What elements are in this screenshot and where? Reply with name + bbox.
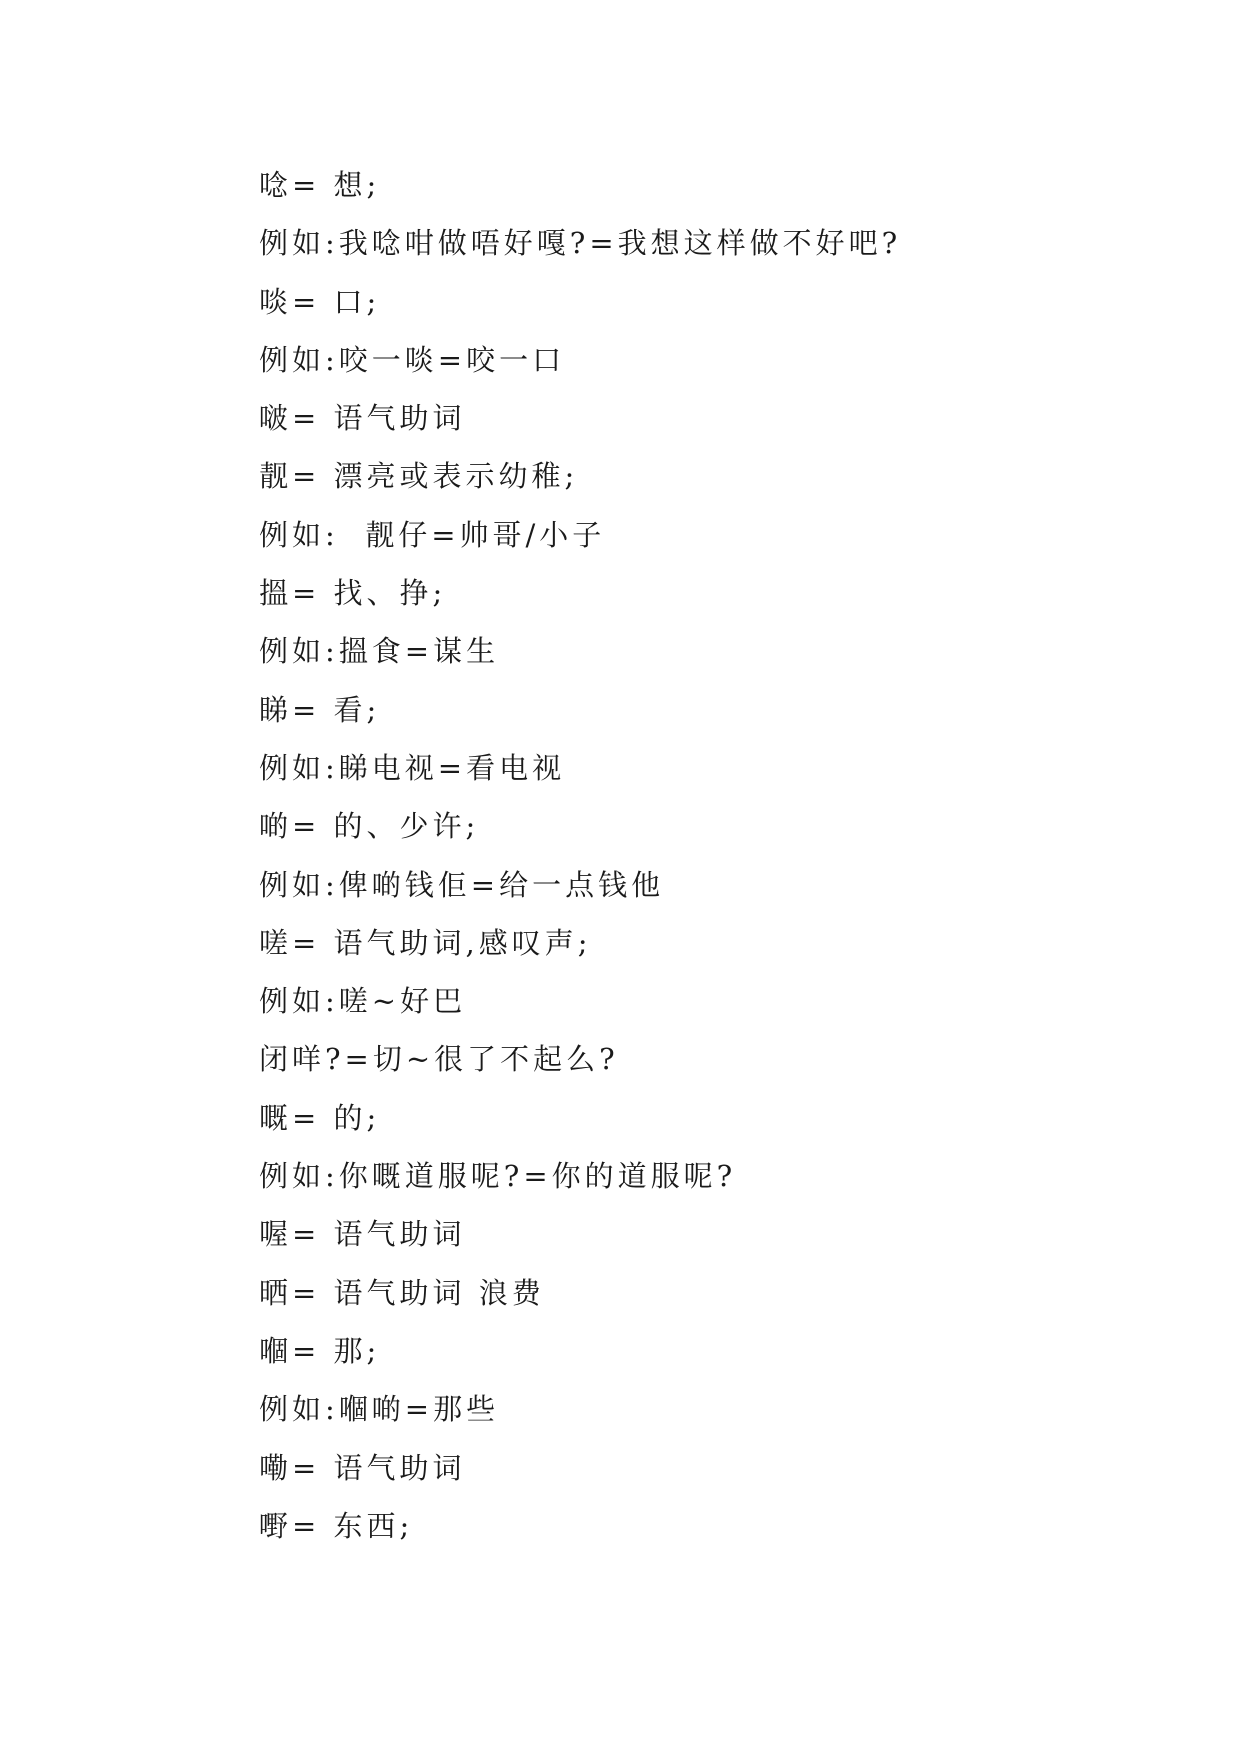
text-line: 例如:俾啲钱佢=给一点钱他 (259, 867, 665, 902)
text-line: 啖= 口; (259, 284, 381, 319)
text-line: 例如:嗟~好巴 (259, 984, 467, 1019)
text-line: 嘞= 语气助词 (259, 1450, 466, 1485)
text-line: 例如:咬一啖=咬一口 (259, 342, 566, 377)
text-line: 喔= 语气助词 (259, 1217, 466, 1252)
text-line: 睇= 看; (259, 692, 381, 727)
text-line: 例如: 靓仔=帅哥/小子 (259, 517, 606, 552)
text-line: 嗟= 语气助词,感叹声; (259, 925, 592, 960)
text-line: 啲= 的、少许; (259, 809, 480, 844)
text-line: 唸= 想; (259, 168, 381, 202)
text-line: 嘅= 的; (259, 1100, 381, 1135)
text-line: 嘢= 东西; (259, 1508, 414, 1543)
text-line: 例如:我唸咁做唔好嘎?=我想这样做不好吧? (259, 226, 902, 261)
text-line: 啵= 语气助词 (259, 401, 466, 436)
text-line: 搵= 找、挣; (259, 576, 447, 611)
text-line: 闭咩?=切~很了不起么? (259, 1042, 619, 1077)
text-line: 例如:你嘅道服呢?=你的道服呢? (259, 1159, 737, 1194)
document-body (259, 156, 1159, 1555)
text-line: 嗰= 那; (259, 1333, 381, 1368)
text-line: 例如:嗰啲=那些 (259, 1392, 500, 1427)
text-line: 例如:睇电视=看电视 (259, 750, 566, 785)
text-line: 例如:搵食=谋生 (259, 634, 500, 669)
text-line: 晒= 语气助词 浪费 (259, 1275, 545, 1310)
text-line: 靓= 漂亮或表示幼稚; (259, 459, 579, 494)
